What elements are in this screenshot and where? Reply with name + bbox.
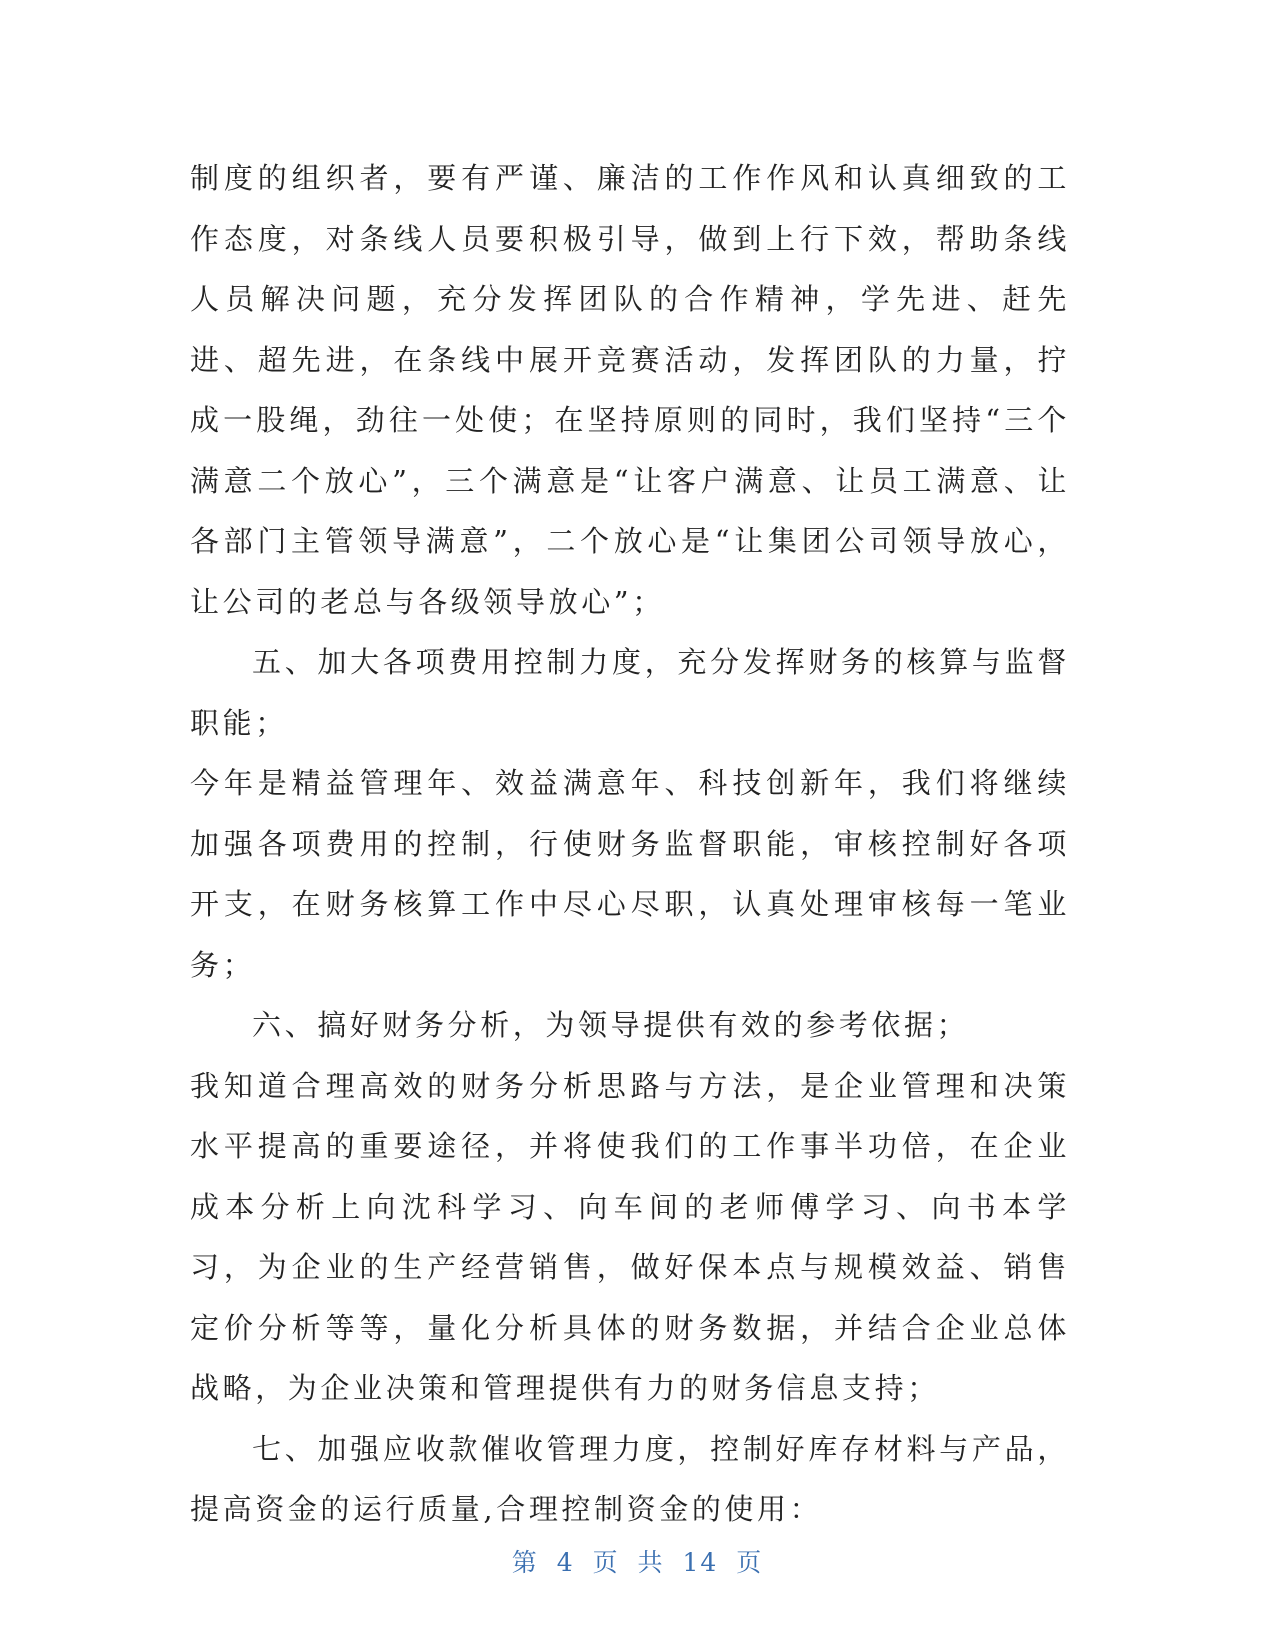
document-body <box>190 148 1070 1540</box>
paragraph-organizer-duties: 制度的组织者，要有严谨、廉洁的工作作风和认真细致的工作态度，对条线人员要积极引导，做到上行下效，帮助条线人员解决问题，充分发挥团队的合作精神，学先进、赶先进、超先进，在条线中展开竞赛活动，发挥团队的力量，拧成一股绳，劲往一处使；在坚持原则的同时，我们坚持“三个满意二个放心”，三个满意是“让客户满意、让员工满意、让各部门主管领导满意”，二个放心是“让集团公司领导放心，让公司的老总与各级领导放心”； <box>190 161 1070 619</box>
page-number-footer: 第 4 页 共 14 页 <box>511 1548 764 1577</box>
paragraph-financial-analysis: 我知道合理高效的财务分析思路与方法，是企业管理和决策水平提高的重要途径，并将使我们的工作事半功倍，在企业成本分析上向沈科学习、向车间的老师傅学习、向书本学习，为企业的生产经营销售，做好保本点与规模效益、销售定价分析等等，量化分析具体的财务数据，并结合企业总体战略，为企业决策和管理提供有力的财务信息支持； <box>190 1068 1070 1405</box>
section-heading-five: 五、加大各项费用控制力度，充分发挥财务的核算与监督职能； <box>190 645 1070 740</box>
paragraph-cost-control: 今年是精益管理年、效益满意年、科技创新年，我们将继续加强各项费用的控制，行使财务监督职能，审核控制好各项开支，在财务核算工作中尽心尽职，认真处理审核每一笔业务； <box>190 766 1070 982</box>
section-heading-six: 六、搞好财务分析，为领导提供有效的参考依据； <box>252 1008 970 1042</box>
section-heading-seven: 七、加强应收款催收管理力度，控制好库存材料与产品，提高资金的运行质量,合理控制资金的使用： <box>190 1431 1070 1526</box>
